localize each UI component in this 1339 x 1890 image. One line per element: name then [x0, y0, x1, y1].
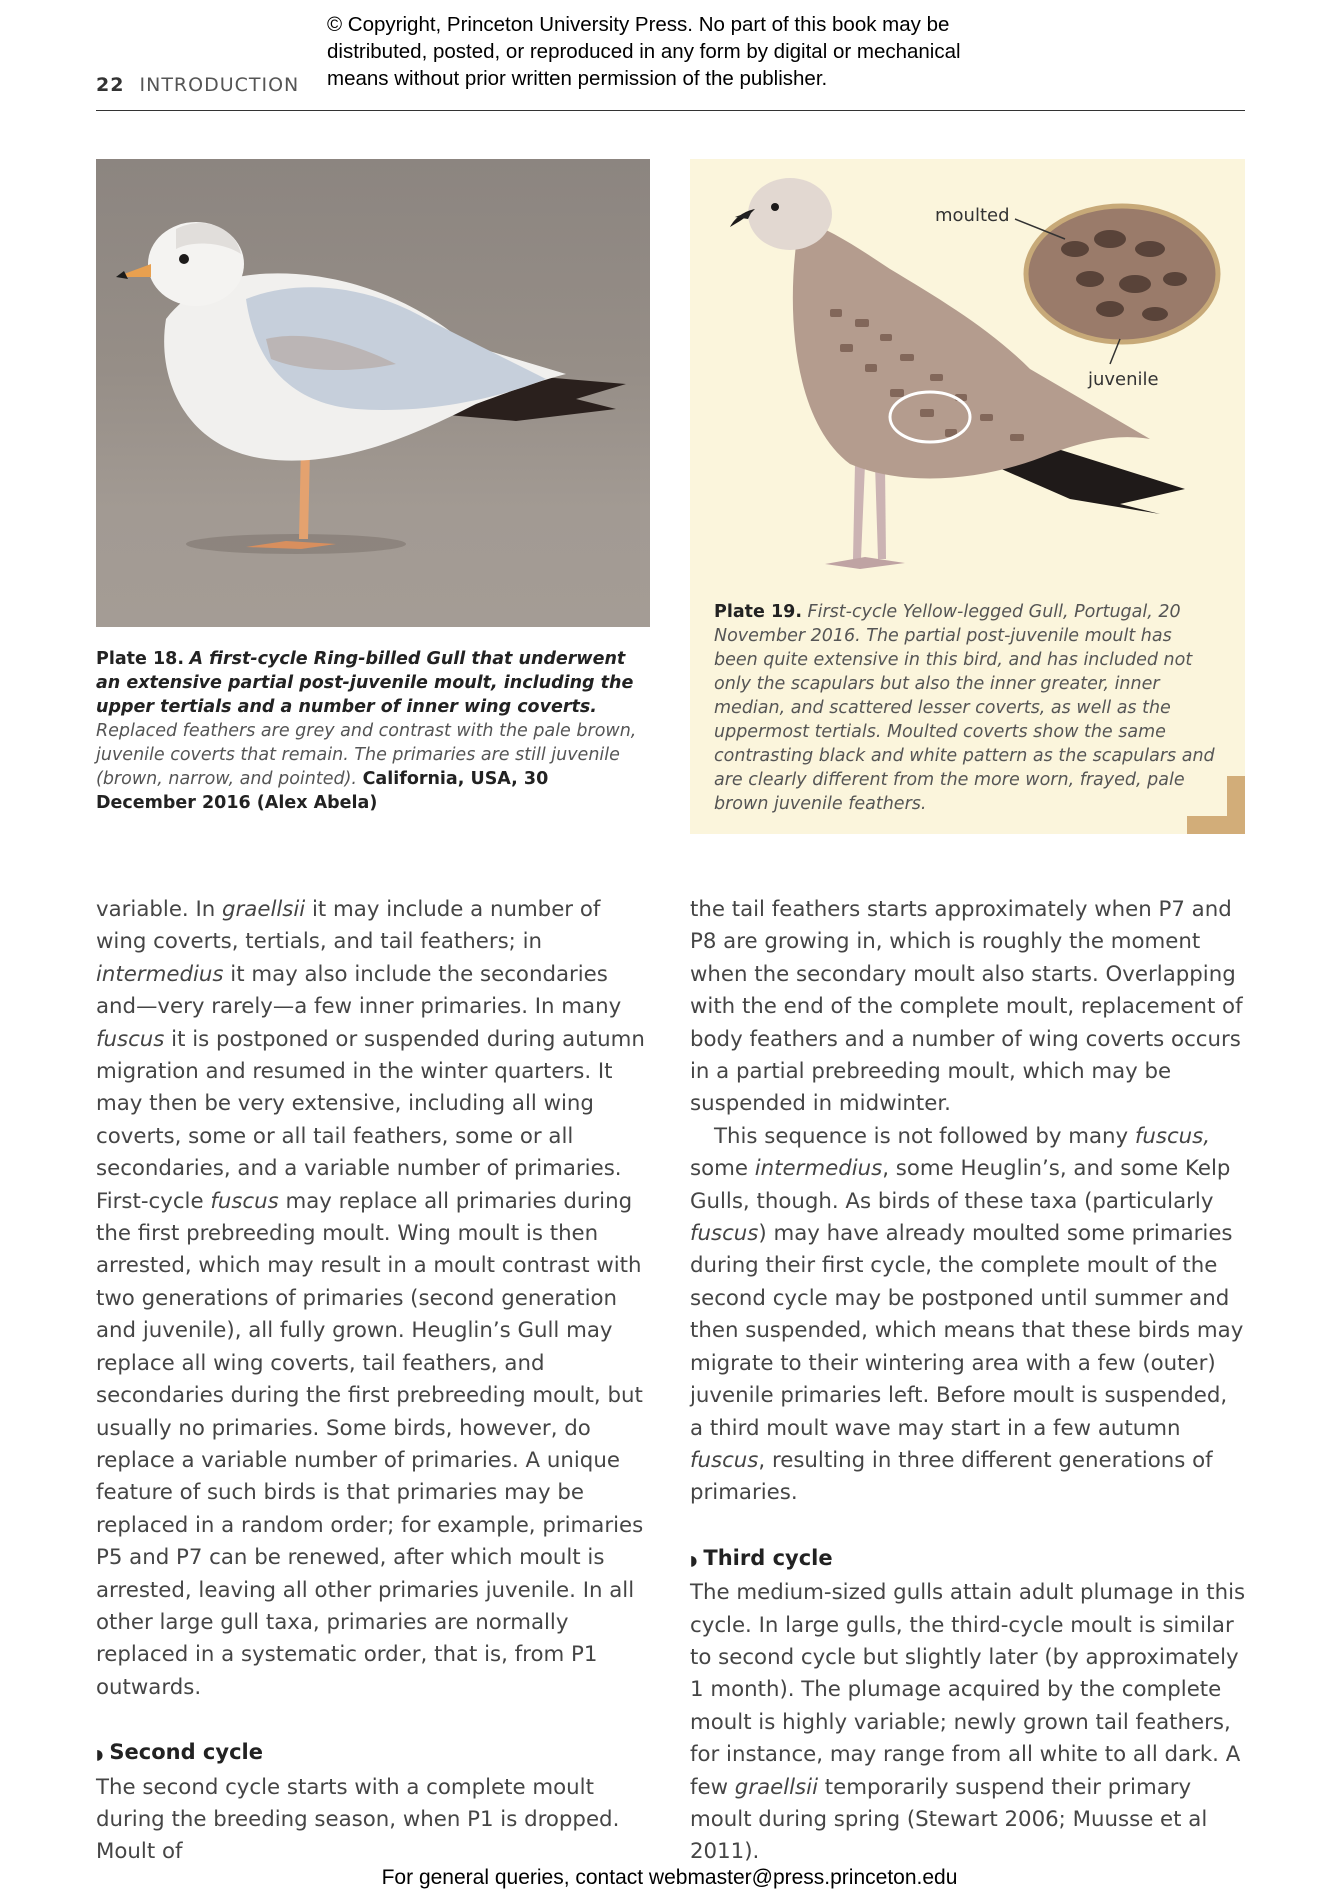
- label-juvenile: juvenile: [1088, 369, 1159, 390]
- label-moulted: moulted: [935, 205, 1010, 226]
- taxon-name: fuscus: [690, 1447, 759, 1473]
- body-paragraph: variable. In graellsii it may include a number of wing coverts, tertials, and tail feathers; in intermedius it may also include the secondaries and—very rarely—a few inner primaries. In many fuscus it is postponed or suspended during autumn migration and resumed in the winter quarters. It may then be very extensive, including all wing coverts, some or all tail feathers, some or all secondaries, and a variable number of primaries. First-cycle fuscus may replace all primaries during the first prebreeding moult. Wing moult is then arrested, which may result in a moult contrast with two generations of primaries (second generation and juvenile), all fully grown. Heuglin’s Gull may replace all wing coverts, tail feathers, and secondaries during the first prebreeding moult, but usually no primaries. Some birds, however, do replace a variable number of primaries. A unique feature of such birds is that primaries may be replaced in a random order; for example, primaries P5 and P7 can be renewed, after which moult is arrested, leaving all other primaries juvenile. In all other large gull taxa, primaries are normally replaced in a systematic order, that is, from P1 outwards.: [96, 897, 645, 1700]
- copyright-notice: [327, 11, 1047, 92]
- body-paragraph: the tail feathers starts approximately when P7 and P8 are growing in, which is roughly the moment when the secondary moult also starts. Overlapping with the end of the complete moult, replacement of body feathers and a number of wing coverts occurs in a partial prebreeding moult, which may be suspended in midwinter.: [690, 897, 1243, 1117]
- taxon-name: fuscus: [210, 1188, 279, 1214]
- body-paragraph: This sequence is not followed by many fuscus, some intermedius, some Heuglin’s, and some Kelp Gulls, though. As birds of these taxa (particularly fuscus) may have already moulted some primaries during their first cycle, the complete moult of the second cycle may be postponed until summer and then suspended, which means that these birds may migrate to their wintering area with a few (outer) juvenile primaries left. Before moult is suspended, a third moult wave may start in a few autumn fuscus, resulting in three different generations of primaries.: [690, 1123, 1244, 1506]
- copyright-line: distributed, posted, or reproduced in any form by digital or mechanical: [327, 40, 961, 63]
- heading-text: Third cycle: [703, 1545, 833, 1570]
- footer-contact: For general queries, contact webmaster@press.princeton.edu: [381, 1866, 958, 1889]
- page-number: 22: [96, 74, 125, 96]
- corner-ornament: [1227, 776, 1245, 834]
- taxon-name: graellsii: [734, 1774, 818, 1800]
- body-paragraph: The second cycle starts with a complete moult during the breeding season, when P1 is dropped. Moult of: [96, 1774, 620, 1865]
- taxon-name: fuscus,: [1134, 1123, 1211, 1149]
- running-head: [96, 74, 299, 96]
- body-paragraph: The medium-sized gulls attain adult plumage in this cycle. In large gulls, the third-cycle moult is similar to second cycle but slightly later (by approximately 1 month). The plumage acquired by the complete moult is highly variable; newly grown tail feathers, for instance, may range from all white to all dark. A few graellsii temporarily suspend their primary moult during spring (Stewart 2006; Muusse et al 2011).: [690, 1580, 1246, 1865]
- heading-marker-icon: ◗: [96, 1747, 104, 1764]
- taxon-name: intermedius: [96, 961, 224, 987]
- taxon-name: graellsii: [222, 897, 306, 922]
- section-heading: [96, 1736, 652, 1771]
- section-title: INTRODUCTION: [139, 74, 300, 96]
- copyright-line: means without prior written permission of the publisher.: [327, 67, 828, 90]
- taxon-name: intermedius: [754, 1156, 883, 1182]
- body-column-left: [96, 894, 652, 1869]
- header-rule: [96, 110, 1245, 111]
- plate18-label: Plate 18.: [96, 649, 184, 669]
- taxon-name: fuscus: [690, 1221, 759, 1247]
- plate18-credit: California, USA, 30 December 2016 (Alex Abela): [96, 769, 549, 813]
- section-heading: [690, 1542, 1246, 1577]
- ring-billed-gull-illustration: [96, 159, 650, 627]
- body-column-right: [690, 894, 1246, 1869]
- heading-marker-icon: ◗: [690, 1552, 698, 1569]
- plate19-lead: First-cycle Yellow-legged Gull, Portugal, 20 November 2016.: [714, 602, 1181, 646]
- plate18-caption: [96, 647, 651, 815]
- plate19-panel: [690, 159, 1245, 834]
- plate18-lead: A first-cycle Ring-billed Gull that underwent an extensive partial post-juvenile moult, including the upper tertials and a number of inner wing coverts.: [96, 649, 634, 717]
- plate18-photo: [96, 159, 650, 627]
- yellow-legged-gull-illustration: [690, 159, 1245, 609]
- copyright-line: © Copyright, Princeton University Press. No part of this book may be: [327, 13, 950, 36]
- taxon-name: fuscus: [96, 1026, 165, 1052]
- plate19-caption: [714, 600, 1219, 816]
- heading-text: Second cycle: [109, 1740, 263, 1765]
- plate18-body: Replaced feathers are grey and contrast with the pale brown, juvenile coverts that remain. The primaries are still juvenile (brown, narrow, and pointed).: [96, 721, 637, 789]
- plate19-label: Plate 19.: [714, 602, 802, 622]
- plate19-body: The partial post-juvenile moult has been quite extensive in this bird, and has included not only the scapulars but also the inner greater, inner median, and scattered lesser coverts, as well as the uppermost tertials. Moulted coverts show the same contrasting black and white pattern as the scapulars and are clearly different from the more worn, frayed, pale brown juvenile feathers.: [714, 626, 1215, 814]
